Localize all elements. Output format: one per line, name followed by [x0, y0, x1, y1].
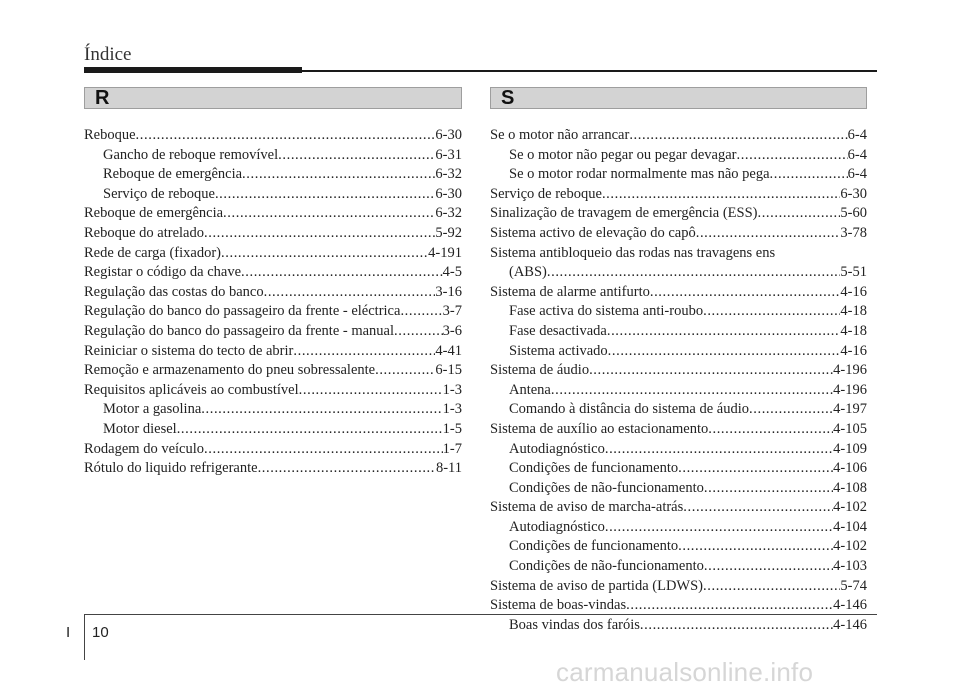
dot-leader [394, 322, 443, 342]
index-subentry [84, 400, 462, 420]
entry-label: Reboque de emergência [103, 166, 243, 183]
index-entry [490, 204, 867, 224]
entry-label: Reboque [84, 127, 136, 143]
watermark: carmanualsonline.info [556, 657, 814, 687]
entry-label: Boas vindas dos faróis [509, 616, 640, 633]
entry-page-ref: 1-7 [442, 440, 462, 457]
entry-page-ref: 4-102 [833, 538, 867, 555]
entry-page-ref: 6-32 [435, 166, 462, 183]
entry-label: Gancho de reboque removível [103, 146, 279, 163]
dot-leader [608, 342, 841, 362]
entry-page-ref: 3-16 [435, 283, 462, 300]
entry-page-ref: 5-92 [435, 224, 462, 241]
dot-leader [299, 381, 443, 401]
dot-leader [293, 342, 435, 362]
entry-label: Sistema antibloqueio das rodas nas travagens ens [490, 244, 776, 261]
index-entry [490, 498, 867, 518]
entry-label: Sistema de alarme antifurto [490, 283, 650, 300]
entry-page-ref: 6-32 [435, 205, 462, 222]
entry-page-ref: 4-16 [840, 342, 867, 359]
page-title: Índice [84, 44, 132, 65]
index-subentry [490, 557, 867, 577]
index-column-r [84, 126, 462, 479]
entry-page-ref: 4-102 [833, 499, 867, 516]
index-subentry [490, 165, 867, 185]
index-subentry [490, 400, 867, 420]
dot-leader [605, 440, 833, 460]
entry-label: Reboque do atrelado [84, 224, 204, 241]
dot-leader [204, 440, 443, 460]
entry-page-ref: 4-197 [833, 401, 867, 418]
index-entry [490, 596, 867, 616]
dot-leader [678, 459, 833, 479]
entry-page-ref: 4-146 [833, 616, 867, 633]
dot-leader [204, 224, 435, 244]
entry-page-ref: 4-103 [833, 558, 867, 575]
entry-page-ref: 4-191 [428, 244, 462, 261]
entry-page-ref: 4-5 [442, 264, 462, 281]
entry-page-ref: 1-3 [442, 401, 462, 418]
page-number: 10 [92, 624, 109, 641]
index-entry [84, 204, 462, 224]
entry-label: Serviço de reboque [103, 185, 215, 202]
section-letter-r: R [95, 87, 110, 109]
header-rule-accent [84, 67, 302, 73]
dot-leader [629, 126, 847, 146]
dot-leader [602, 185, 840, 205]
dot-leader [703, 577, 840, 597]
entry-label: Autodiagnóstico [509, 518, 605, 535]
section-header-s [490, 87, 867, 109]
index-subentry [490, 616, 867, 636]
dot-leader [242, 165, 435, 185]
index-entry [490, 283, 867, 303]
entry-page-ref: 6-4 [847, 166, 867, 183]
index-entry [490, 126, 867, 146]
index-entry [84, 224, 462, 244]
dot-leader [605, 518, 833, 538]
dot-leader [607, 322, 841, 342]
dot-leader [177, 420, 443, 440]
entry-page-ref: 5-51 [840, 264, 867, 281]
index-entry [84, 126, 462, 146]
entry-page-ref: 1-3 [442, 381, 462, 398]
entry-page-ref: 6-30 [840, 185, 867, 202]
entry-label: Motor a gasolina [103, 401, 202, 418]
entry-page-ref: 4-146 [833, 597, 867, 614]
index-subentry [84, 420, 462, 440]
dot-leader [258, 459, 436, 479]
entry-label: Rótulo do liquido refrigerante [84, 460, 258, 477]
entry-page-ref: 5-60 [840, 205, 867, 222]
entry-label: Sistema activado [509, 342, 608, 359]
entry-label: Sistema de aviso de marcha-atrás [490, 499, 684, 516]
entry-label: Autodiagnóstico [509, 440, 605, 457]
entry-label: Remoção e armazenamento do pneu sobressalente [84, 362, 376, 379]
index-column-s [490, 126, 867, 635]
entry-page-ref: 4-105 [833, 420, 867, 437]
dot-leader [696, 224, 841, 244]
entry-page-ref: 8-11 [435, 460, 462, 477]
index-subentry [490, 342, 867, 362]
dot-leader [640, 616, 833, 636]
index-entry [490, 420, 867, 440]
entry-label: Serviço de reboque [490, 185, 602, 202]
entry-label: Sinalização de travagem de emergência (ESS) [490, 205, 758, 222]
entry-page-ref: 5-74 [840, 577, 867, 594]
entry-page-ref: 6-4 [847, 146, 867, 163]
entry-page-ref: 4-109 [833, 440, 867, 457]
entry-page-ref: 4-104 [833, 518, 867, 535]
dot-leader [626, 596, 833, 616]
entry-page-ref: 6-4 [847, 127, 867, 143]
entry-label: Sistema de boas-vindas [490, 597, 627, 614]
dot-leader [708, 420, 833, 440]
entry-page-ref: 4-41 [435, 342, 462, 359]
entry-page-ref: 6-30 [435, 185, 462, 202]
dot-leader [215, 185, 435, 205]
dot-leader [221, 244, 428, 264]
index-entry [84, 322, 462, 342]
index-entry [490, 224, 867, 244]
entry-page-ref: 4-196 [833, 362, 867, 379]
dot-leader [678, 537, 833, 557]
dot-leader [278, 146, 435, 166]
dot-leader [547, 263, 841, 283]
dot-leader [400, 302, 442, 322]
entry-label: Regulação do banco do passageiro da frente - eléctrica [84, 303, 401, 320]
entry-label: Se o motor rodar normalmente mas não pega [509, 166, 770, 183]
dot-leader [264, 283, 436, 303]
entry-label: Sistema de áudio [490, 362, 590, 379]
index-subentry [490, 146, 867, 166]
index-entry [84, 440, 462, 460]
entry-label: Fase desactivada [509, 322, 607, 339]
entry-label: Sistema de aviso de partida (LDWS) [490, 577, 704, 594]
entry-label: Reiniciar o sistema do tecto de abrir [84, 342, 294, 359]
entry-label: Condições de não-funcionamento [509, 479, 704, 496]
entry-label: Se o motor não pegar ou pegar devagar [509, 146, 737, 163]
entry-label: Regulação das costas do banco [84, 283, 264, 300]
index-entry [84, 302, 462, 322]
entry-label: Rede de carga (fixador) [84, 244, 222, 261]
dot-leader [704, 557, 833, 577]
index-subentry [490, 479, 867, 499]
index-subentry [490, 537, 867, 557]
entry-label: Condições de não-funcionamento [509, 558, 704, 575]
entry-label: Comando à distância do sistema de áudio [509, 401, 750, 418]
entry-label: Sistema activo de elevação do capô [490, 224, 696, 241]
index-entry [84, 263, 462, 283]
footer-divider [84, 615, 85, 660]
dot-leader [736, 146, 847, 166]
entry-page-ref: 3-7 [442, 303, 462, 320]
index-entry [490, 577, 867, 597]
entry-page-ref: 4-16 [840, 283, 867, 300]
index-entry [84, 381, 462, 401]
entry-label: Fase activa do sistema anti-roubo [509, 303, 704, 320]
entry-page-ref: 6-30 [435, 127, 462, 143]
entry-label-continuation: (ABS) [509, 264, 547, 281]
section-header-r [84, 87, 462, 109]
index-subentry [490, 381, 867, 401]
dot-leader [704, 479, 833, 499]
dot-leader [589, 361, 833, 381]
dot-leader [757, 204, 840, 224]
index-entry [84, 283, 462, 303]
dot-leader [201, 400, 442, 420]
entry-page-ref: 4-106 [833, 460, 867, 477]
dot-leader [551, 381, 833, 401]
footer-rule [84, 614, 877, 615]
dot-leader [703, 302, 840, 322]
index-subentry [84, 185, 462, 205]
entry-page-ref: 3-6 [442, 322, 462, 339]
index-subentry [490, 459, 867, 479]
entry-page-ref: 4-108 [833, 479, 867, 496]
index-subentry [490, 440, 867, 460]
entry-label: Reboque de emergência [84, 205, 224, 222]
entry-page-ref: 4-18 [840, 322, 867, 339]
section-letter-s: S [501, 87, 515, 109]
entry-page-ref: 3-78 [840, 224, 867, 241]
entry-page-ref: 4-196 [833, 381, 867, 398]
entry-label: Registar o código da chave [84, 264, 242, 281]
footer-section-marker: I [66, 624, 71, 641]
index-subentry [490, 322, 867, 342]
entry-label: Condições de funcionamento [509, 460, 679, 477]
dot-leader [136, 126, 436, 146]
entry-label: Motor diesel [103, 420, 177, 437]
entry-label: Regulação do banco do passageiro da frente - manual [84, 322, 395, 339]
index-subentry [84, 165, 462, 185]
entry-label: Rodagem do veículo [84, 440, 205, 457]
index-entry [490, 244, 867, 283]
index-subentry [84, 146, 462, 166]
index-entry [490, 185, 867, 205]
index-entry [490, 361, 867, 381]
index-subentry [490, 518, 867, 538]
entry-page-ref: 4-18 [840, 303, 867, 320]
dot-leader [223, 204, 435, 224]
index-entry [84, 459, 462, 479]
dot-leader [241, 263, 443, 283]
entry-page-ref: 1-5 [442, 420, 462, 437]
entry-page-ref: 6-15 [435, 362, 462, 379]
index-entry [84, 361, 462, 381]
entry-page-ref: 6-31 [435, 146, 462, 163]
entry-label: Sistema de auxílio ao estacionamento [490, 420, 709, 437]
dot-leader [375, 361, 435, 381]
dot-leader [770, 165, 848, 185]
entry-label: Condições de funcionamento [509, 538, 679, 555]
entry-label: Requisitos aplicáveis ao combustível [84, 381, 299, 398]
dot-leader [749, 400, 833, 420]
dot-leader [683, 498, 833, 518]
entry-label: Se o motor não arrancar [490, 127, 630, 143]
index-subentry [490, 302, 867, 322]
entry-label: Antena [509, 381, 551, 398]
index-entry [84, 244, 462, 264]
dot-leader [650, 283, 841, 303]
index-entry [84, 342, 462, 362]
